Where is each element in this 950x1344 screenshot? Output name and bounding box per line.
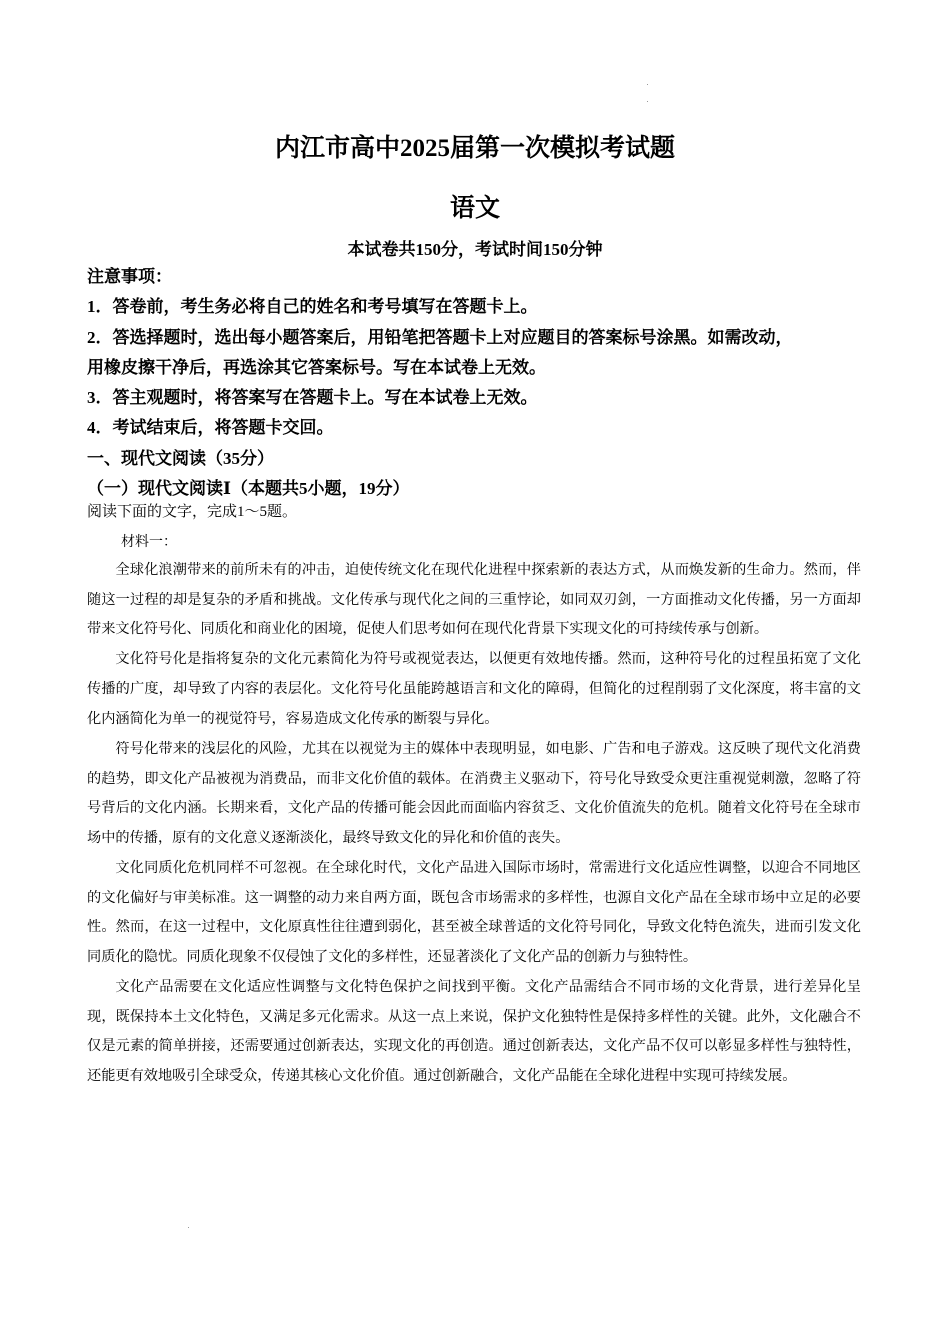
passage-paragraph: 文化符号化是指将复杂的文化元素简化为符号或视觉表达，以便更有效地传播。然而，这种符号化的过程虽拓宽了文化传播的广度，却导致了内容的表层化。文化符号化虽能跨越语言和文化的障碍，但简化的过程削弱了文化深度，将丰富的文化内涵简化为单一的视觉符号，容易造成文化传承的断裂与异化。 xyxy=(87,651,861,727)
material-label: 材料一： xyxy=(121,534,177,550)
part-title: 一、现代文阅读（35分） xyxy=(87,448,274,468)
notice-item: 用橡皮擦干净后，再选涂其它答案标号。写在本试卷上无效。 xyxy=(87,357,546,377)
reading-instruction: 阅读下面的文字，完成1～5题。 xyxy=(87,504,298,520)
notice-item: 3．答主观题时，将答案写在答题卡上。写在本试卷上无效。 xyxy=(87,388,538,408)
notice-heading: 注意事项： xyxy=(87,267,172,286)
notice-item: 2．答选择题时，选出每小题答案后，用铅笔把答题卡上对应题目的答案标号涂黑。如需改动， xyxy=(87,327,793,347)
sub-section-title: （一）现代文阅读Ⅰ（本题共5小题，19分） xyxy=(87,479,410,499)
notice-item: 4．考试结束后，将答题卡交回。 xyxy=(87,418,334,438)
passage-paragraph: 符号化带来的浅层化的风险，尤其在以视觉为主的媒体中表现明显，如电影、广告和电子游戏。这反映了现代文化消费的趋势，即文化产品被视为消费品，而非文化价值的载体。在消费主义驱动下，符号化导致受众更注重视觉刺激，忽略了符号背后的文化内涵。长期来看，文化产品的传播可能会因此而面临内容贫乏、文化价值流失的危机。随着文化符号在全球市场中的传播，原有的文化意义逐渐淡化，最终导致文化的异化和价值的丧失。 xyxy=(87,740,861,846)
passage-paragraph: 全球化浪潮带来的前所未有的冲击，迫使传统文化在现代化进程中探索新的表达方式，从而焕发新的生命力。然而，伴随这一过程的却是复杂的矛盾和挑战。文化传承与现代化之间的三重悖论，如同双刃剑，一方面推动文化传播，另一方面却带来文化符号化、同质化和商业化的困境，促使人们思考如何在现代化背景下实现文化的可持续传承与创新。 xyxy=(87,562,861,638)
exam-title: 内江市高中2025届第一次模拟考试题 xyxy=(274,135,675,162)
scan-speck xyxy=(647,101,648,102)
reading-passage xyxy=(87,556,861,1092)
notice-block xyxy=(87,262,887,504)
scan-speck xyxy=(647,84,648,85)
subject-title: 语文 xyxy=(449,195,500,222)
notice-item: 1．答卷前，考生务必将自己的姓名和考号填写在答题卡上。 xyxy=(87,297,538,317)
passage-paragraph: 文化产品需要在文化适应性调整与文化特色保护之间找到平衡。文化产品需结合不同市场的文化背景，进行差异化呈现，既保持本土文化特色，又满足多元化需求。从这一点上来说，保护文化独特性是保持多样性的关键。此外，文化融合不仅是元素的简单拼接，还需要通过创新表达，实现文化的再创造。通过创新表达，文化产品不仅可以彰显多样性与独特性，还能更有效地吸引全球受众，传递其核心文化价值。通过创新融合，文化产品能在全球化进程中实现可持续发展。 xyxy=(87,979,861,1084)
exam-info: 本试卷共150分，考试时间150分钟 xyxy=(347,240,603,259)
scan-speck xyxy=(188,1227,189,1228)
passage-paragraph: 文化同质化危机同样不可忽视。在全球化时代，文化产品进入国际市场时，常需进行文化适应性调整，以迎合不同地区的文化偏好与审美标准。这一调整的动力来自两方面，既包含市场需求的多样性，也源自文化产品在全球市场中立足的必要性。然而，在这一过程中，文化原真性往往遭到弱化，甚至被全球普适的文化符号同化，导致文化特色流失，进而引发文化同质化的隐忧。同质化现象不仅侵蚀了文化的多样性，还显著淡化了文化产品的创新力与独特性。 xyxy=(87,860,861,965)
